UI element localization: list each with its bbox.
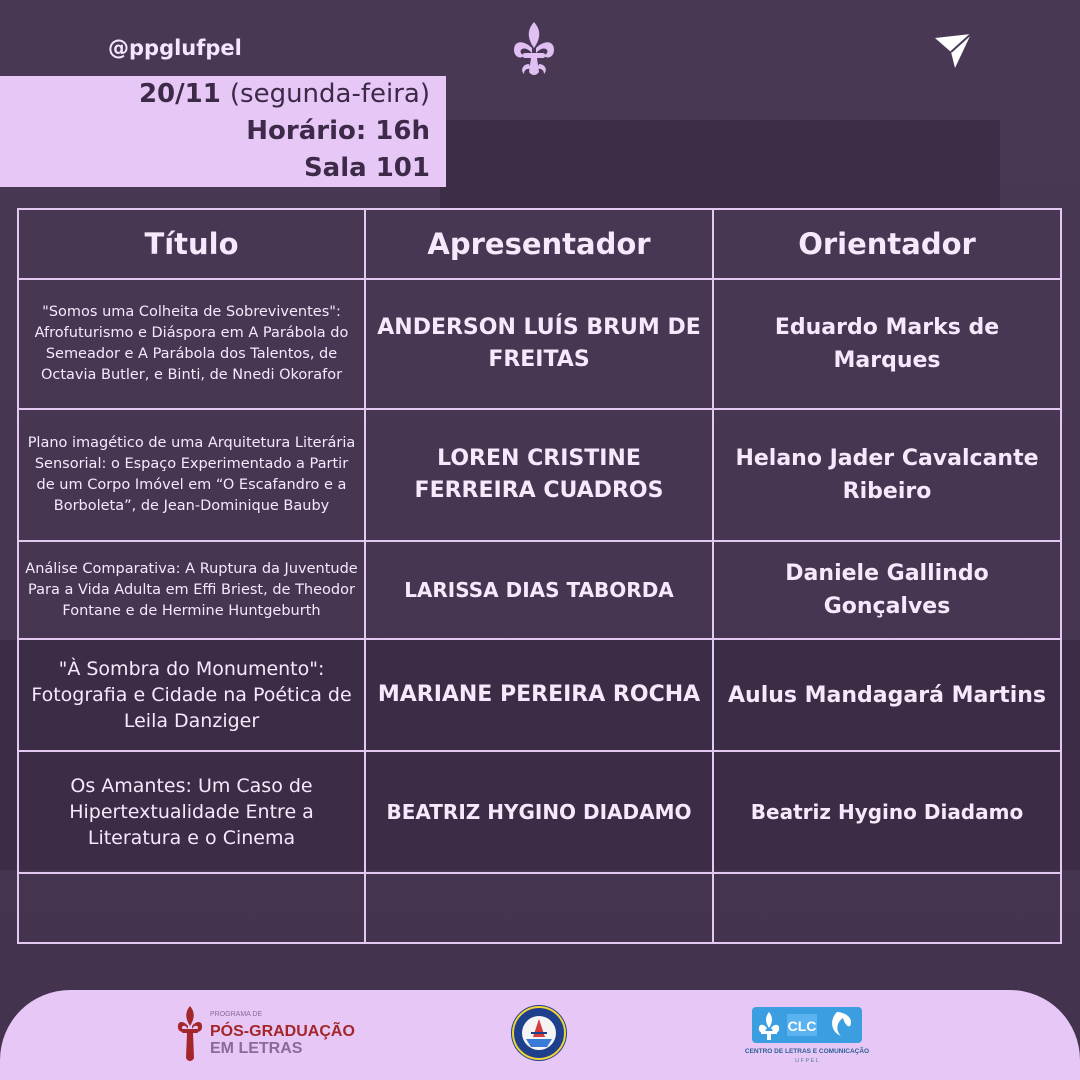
table-row-empty xyxy=(18,873,1061,943)
cell-title: "Somos uma Colheita de Sobreviventes": Afrofuturismo e Diáspora em A Parábola do Semeador e A Parábola dos Talentos, de Octavia Butler, e Binti, de Nnedi Okorafor xyxy=(18,279,365,409)
cell-advisor: Aulus Mandagará Martins xyxy=(713,639,1061,751)
cell-presenter: LARISSA DIAS TABORDA xyxy=(365,541,713,639)
cell-advisor: Beatriz Hygino Diadamo xyxy=(713,751,1061,873)
ufpel-seal-logo xyxy=(509,1003,569,1063)
cell-presenter: BEATRIZ HYGINO DIADAMO xyxy=(365,751,713,873)
clc-badge-text: CLC xyxy=(787,1018,817,1034)
table-row xyxy=(18,409,1061,541)
cell-empty xyxy=(365,873,713,943)
table-header-row xyxy=(18,209,1061,279)
cell-presenter: LOREN CRISTINE FERREIRA CUADROS xyxy=(365,409,713,541)
header-orientador: Orientador xyxy=(713,209,1061,279)
table-row xyxy=(18,279,1061,409)
cell-advisor: Daniele Gallindo Gonçalves xyxy=(713,541,1061,639)
cell-title: Análise Comparativa: A Ruptura da Juventude Para a Vida Adulta em Effi Briest, de Theodor Fontane e de Hermine Huntgeburth xyxy=(18,541,365,639)
clc-logo-line2: U F P E L xyxy=(795,1058,819,1064)
header-apresentador: Apresentador xyxy=(365,209,713,279)
ppg-fleur-icon xyxy=(178,1006,202,1061)
cell-presenter: MARIANE PEREIRA ROCHA xyxy=(365,639,713,751)
table-row xyxy=(18,751,1061,873)
cell-empty xyxy=(18,873,365,943)
background-building-shape xyxy=(440,120,1000,210)
ppg-logo-line2: EM LETRAS xyxy=(210,1040,303,1057)
clc-logo xyxy=(744,1006,870,1064)
presentations-table xyxy=(17,208,1062,944)
event-date xyxy=(0,76,430,113)
event-date-number: 20/11 xyxy=(138,79,221,109)
event-room: Sala 101 xyxy=(303,153,430,183)
instagram-handle: @ppglufpel xyxy=(108,36,242,60)
clc-logo-line1: CENTRO DE LETRAS E COMUNICAÇÃO xyxy=(744,1048,870,1055)
cell-title: Plano imagético de uma Arquitetura Literária Sensorial: o Espaço Experimentado a Partir de um Corpo Imóvel em “O Escafandro e a Borboleta”, de Jean-Dominique Bauby xyxy=(18,409,365,541)
event-time: Horário: 16h xyxy=(246,116,430,146)
header-titulo: Título xyxy=(18,209,365,279)
table-row xyxy=(18,639,1061,751)
cell-presenter: ANDERSON LUÍS BRUM DE FREITAS xyxy=(365,279,713,409)
ppg-letras-logo xyxy=(176,1002,355,1066)
cell-title: "À Sombra do Monumento": Fotografia e Cidade na Poética de Leila Danziger xyxy=(18,639,365,751)
cell-advisor: Eduardo Marks de Marques xyxy=(713,279,1061,409)
ppg-logo-top-text: PROGRAMA DE xyxy=(210,1011,263,1018)
fleur-de-lis-icon xyxy=(510,20,558,78)
cell-empty xyxy=(713,873,1061,943)
event-info-box xyxy=(0,76,446,187)
cell-advisor: Helano Jader Cavalcante Ribeiro xyxy=(713,409,1061,541)
cell-title: Os Amantes: Um Caso de Hipertextualidade Entre a Literatura e o Cinema xyxy=(18,751,365,873)
event-weekday: (segunda-feira) xyxy=(229,79,430,109)
table-row xyxy=(18,541,1061,639)
send-icon[interactable] xyxy=(933,32,973,70)
ppg-logo-line1: PÓS-GRADUAÇÃO xyxy=(210,1023,355,1040)
